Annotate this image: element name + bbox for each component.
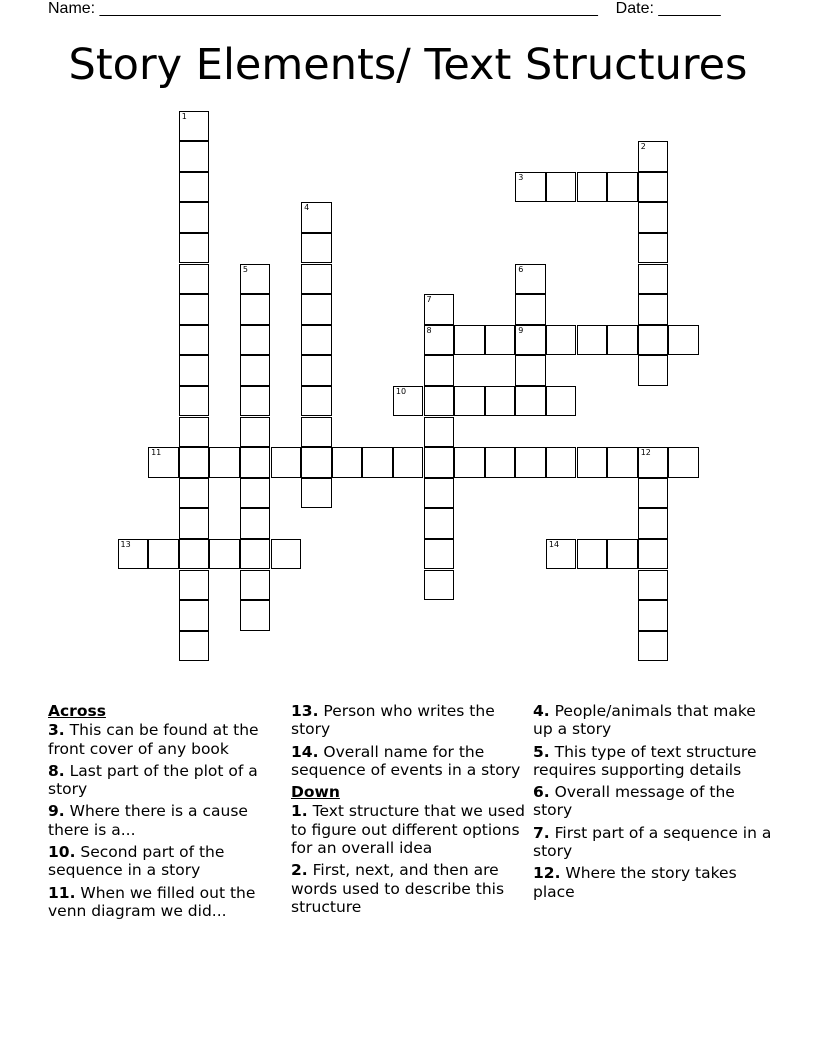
grid-cell[interactable] (179, 325, 210, 356)
grid-cell[interactable] (240, 325, 271, 356)
grid-cell[interactable] (179, 111, 210, 142)
cell-number: 7 (426, 295, 432, 305)
grid-cell[interactable] (424, 386, 455, 417)
cell-number: 4 (304, 203, 310, 213)
grid-cell[interactable] (668, 325, 699, 356)
grid-cell[interactable] (240, 478, 271, 509)
grid-cell[interactable] (485, 386, 516, 417)
grid-cell[interactable] (301, 447, 332, 478)
grid-cell[interactable] (301, 417, 332, 448)
grid-cell[interactable] (179, 172, 210, 203)
grid-cell[interactable] (638, 325, 669, 356)
grid-cell[interactable] (240, 355, 271, 386)
grid-cell[interactable] (179, 355, 210, 386)
grid-cell[interactable] (179, 570, 210, 601)
grid-cell[interactable] (240, 539, 271, 570)
grid-cell[interactable] (515, 386, 546, 417)
cell-number: 10 (395, 386, 407, 396)
grid-cell[interactable] (240, 294, 271, 325)
grid-cell[interactable] (638, 600, 669, 631)
clue-down-4: 4. People/animals that make up a story (533, 702, 756, 739)
grid-cell[interactable] (179, 539, 210, 570)
grid-cell[interactable] (179, 141, 210, 172)
grid-cell[interactable] (424, 447, 455, 478)
grid-cell[interactable] (301, 478, 332, 509)
clue-across-11: 11. When we filled out the venn diagram we did... (48, 883, 256, 920)
grid-cell[interactable] (607, 539, 638, 570)
grid-cell[interactable] (638, 202, 669, 233)
grid-cell[interactable] (271, 539, 302, 570)
grid-cell[interactable] (546, 172, 577, 203)
grid-cell[interactable] (424, 355, 455, 386)
grid-cell[interactable] (240, 386, 271, 417)
cell-number: 1 (181, 111, 187, 121)
across-heading: Across (48, 702, 106, 720)
grid-cell[interactable] (638, 508, 669, 539)
clue-down-12: 12. Where the story takes place (533, 864, 737, 901)
grid-cell[interactable] (301, 233, 332, 264)
grid-cell[interactable] (607, 447, 638, 478)
name-field-label[interactable]: Name: ________________________________________________________ (48, 0, 598, 17)
grid-cell[interactable] (332, 447, 363, 478)
grid-cell[interactable] (638, 570, 669, 601)
grid-cell[interactable] (424, 508, 455, 539)
grid-cell[interactable] (118, 539, 149, 570)
grid-cell[interactable] (515, 264, 546, 295)
grid-cell[interactable] (240, 417, 271, 448)
cell-number: 9 (518, 325, 524, 335)
cell-number: 11 (151, 448, 162, 458)
down-heading: Down (291, 783, 340, 802)
clue-column-2 (291, 702, 527, 920)
cell-number: 12 (640, 448, 651, 458)
grid-cell[interactable] (515, 172, 546, 203)
grid-cell[interactable] (424, 539, 455, 570)
grid-cell[interactable] (424, 294, 455, 325)
grid-cell[interactable] (668, 447, 699, 478)
grid-cell[interactable] (454, 447, 485, 478)
grid-cell[interactable] (424, 570, 455, 601)
clue-across-8: 8. Last part of the plot of a story (48, 761, 258, 799)
clue-down-5: 5. This type of text structure requires supporting details (533, 742, 757, 779)
grid-cell[interactable] (424, 417, 455, 448)
grid-cell[interactable] (638, 355, 669, 386)
grid-cell[interactable] (179, 600, 210, 631)
grid-cell[interactable] (638, 478, 669, 509)
clue-down-6: 6. Overall message of the story (533, 783, 735, 820)
grid-cell[interactable] (638, 141, 669, 172)
grid-cell[interactable] (301, 355, 332, 386)
grid-cell[interactable] (454, 325, 485, 356)
grid-cell[interactable] (638, 539, 669, 570)
grid-cell[interactable] (209, 539, 240, 570)
grid-cell[interactable] (271, 447, 302, 478)
grid-cell[interactable] (240, 447, 271, 478)
grid-cell[interactable] (577, 172, 608, 203)
grid-cell[interactable] (179, 631, 210, 662)
cell-number: 2 (640, 142, 646, 152)
grid-cell[interactable] (179, 202, 210, 233)
grid-cell[interactable] (515, 294, 546, 325)
grid-cell[interactable] (179, 264, 210, 295)
grid-cell[interactable] (362, 447, 393, 478)
cell-number: 8 (426, 325, 432, 335)
grid-cell[interactable] (179, 508, 210, 539)
clue-across-13: 13. Person who writes the story (291, 702, 495, 739)
grid-cell[interactable] (515, 355, 546, 386)
grid-cell[interactable] (179, 233, 210, 264)
clue-down-7: 7. First part of a sequence in a story (533, 823, 772, 861)
grid-cell[interactable] (240, 264, 271, 295)
grid-cell[interactable] (209, 447, 240, 478)
grid-cell[interactable] (546, 386, 577, 417)
grid-cell[interactable] (301, 264, 332, 295)
grid-cell[interactable] (301, 294, 332, 325)
grid-cell[interactable] (638, 631, 669, 662)
grid-cell[interactable] (240, 570, 271, 601)
grid-cell[interactable] (179, 447, 210, 478)
grid-cell[interactable] (179, 386, 210, 417)
cell-number: 3 (518, 172, 524, 182)
page-title: Story Elements/ Text Structures (68, 40, 748, 90)
grid-cell[interactable] (577, 539, 608, 570)
date-field-label[interactable]: Date: _______ (615, 0, 721, 17)
clue-column-3 (533, 702, 773, 905)
grid-cell[interactable] (515, 447, 546, 478)
grid-cell[interactable] (424, 325, 455, 356)
grid-cell[interactable] (393, 447, 424, 478)
grid-cell[interactable] (240, 600, 271, 631)
grid-cell[interactable] (546, 447, 577, 478)
clue-column-1 (48, 702, 283, 924)
cell-number: 5 (242, 264, 248, 274)
cell-number: 14 (548, 539, 560, 549)
grid-cell[interactable] (638, 264, 669, 295)
grid-cell[interactable] (148, 447, 179, 478)
clue-across-9: 9. Where there is a cause there is a... (48, 802, 248, 839)
grid-cell[interactable] (179, 478, 210, 509)
grid-cell[interactable] (546, 539, 577, 570)
grid-cell[interactable] (301, 325, 332, 356)
grid-cell[interactable] (179, 294, 210, 325)
grid-cell[interactable] (485, 325, 516, 356)
cell-number: 13 (120, 539, 131, 549)
grid-cell[interactable] (515, 325, 546, 356)
grid-cell[interactable] (638, 294, 669, 325)
grid-cell[interactable] (577, 325, 608, 356)
grid-cell[interactable] (607, 172, 638, 203)
clue-down-1: 1. Text structure that we used to figure out different options for an overall idea (291, 802, 525, 858)
clue-down-2: 2. First, next, and then are words used to describe this structure (291, 861, 505, 916)
clue-across-14: 14. Overall name for the sequence of events in a story (291, 742, 521, 779)
grid-cell[interactable] (148, 539, 179, 570)
grid-cell[interactable] (424, 478, 455, 509)
grid-cell[interactable] (301, 386, 332, 417)
grid-cell[interactable] (638, 233, 669, 264)
grid-cell[interactable] (607, 325, 638, 356)
grid-cell[interactable] (240, 508, 271, 539)
grid-cell[interactable] (638, 447, 669, 478)
clue-across-10: 10. Second part of the sequence in a story (48, 843, 225, 880)
cell-number: 6 (518, 264, 524, 274)
grid-cell[interactable] (179, 417, 210, 448)
grid-cell[interactable] (454, 386, 485, 417)
grid-cell[interactable] (485, 447, 516, 478)
grid-cell[interactable] (577, 447, 608, 478)
grid-cell[interactable] (301, 202, 332, 233)
grid-cell[interactable] (638, 172, 669, 203)
clue-across-3: 3. This can be found at the front cover of any book (48, 721, 259, 758)
grid-cell[interactable] (546, 325, 577, 356)
grid-cell[interactable] (393, 386, 424, 417)
